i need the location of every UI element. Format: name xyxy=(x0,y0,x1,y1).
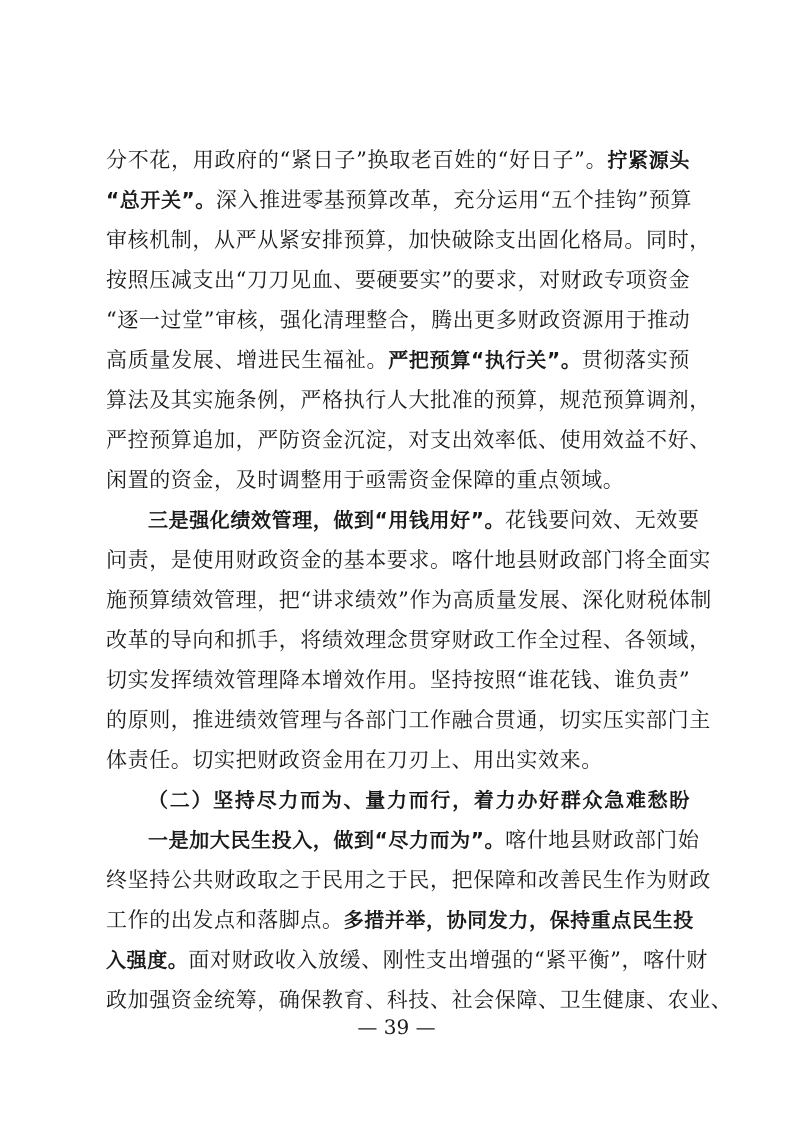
bold-text-run: 三是强化绩效管理，做到“用钱用好”。 xyxy=(148,508,506,532)
bold-text-run: 拧紧源头 xyxy=(607,148,690,172)
bold-text-run: 一是加大民生投入，做到“尽力而为”。 xyxy=(148,828,506,852)
text-run: 分不花，用政府的“紧日子”换取老百姓的“好日子”。 xyxy=(106,148,608,172)
bold-text-run: 多措并举，协同发力，保持重点民生投 xyxy=(343,908,694,932)
section-heading: （二）坚持尽力而为、量力而行，着力办好群众急难愁盼 xyxy=(148,788,690,812)
text-line: 终坚持公共财政取之于民用之于民，把保障和改善民生作为财政 xyxy=(106,868,711,892)
text-line xyxy=(106,900,694,940)
text-line xyxy=(148,820,700,860)
bold-text-run: “总开关”。 xyxy=(106,188,216,212)
text-line: 问责，是使用财政资金的基本要求。喀什地县财政部门将全面实 xyxy=(106,548,711,572)
bold-text-run: 入强度。 xyxy=(106,948,189,972)
text-line: 切实发挥绩效管理降本增效作用。坚持按照“谁花钱、谁负责” xyxy=(106,668,691,692)
text-line: 闲置的资金，及时调整用于亟需资金保障的重点领域。 xyxy=(106,468,625,492)
text-line: 算法及其实施条例，严格执行人大批准的预算，规范预算调剂， xyxy=(106,388,711,412)
text-line xyxy=(106,940,708,980)
text-run: 贯彻落实预 xyxy=(581,348,691,372)
text-line xyxy=(148,500,700,540)
text-run: 面对财政收入放缓、刚性支出增强的“紧平衡”，喀什财 xyxy=(188,948,708,972)
page-number: — 39 — xyxy=(357,1015,436,1039)
text-line: “逐一过堂”审核，强化清理整合，腾出更多财政资源用于推动 xyxy=(106,308,691,332)
text-line: 体责任。切实把财政资金用在刀刃上、用出实效来。 xyxy=(106,748,603,772)
text-run: 深入推进零基预算改革，充分运用“五个挂钩”预算 xyxy=(215,188,693,212)
text-line xyxy=(106,180,693,220)
text-line: 改革的导向和抓手，将绩效理念贯穿财政工作全过程、各领域， xyxy=(106,628,711,652)
text-line: 政加强资金统筹，确保教育、科技、社会保障、卫生健康、农业、 xyxy=(106,988,733,1012)
text-line: 施预算绩效管理，把“讲求绩效”作为高质量发展、深化财税体制 xyxy=(106,588,712,612)
text-line: 按照压减支出“刀刀见血、要硬要实”的要求，对财政专项资金 xyxy=(106,268,691,292)
text-line: 严控预算追加，严防资金沉淀，对支出效率低、使用效益不好、 xyxy=(106,428,711,452)
text-run: 高质量发展、增进民生福祉。 xyxy=(106,348,389,372)
text-run: 花钱要问效、无效要 xyxy=(505,508,700,532)
text-line xyxy=(106,140,690,180)
bold-text-run: 严把预算“执行关”。 xyxy=(388,348,582,372)
text-run: 工作的出发点和落脚点。 xyxy=(106,908,344,932)
text-line: 审核机制，从严从紧安排预算，加快破除支出固化格局。同时， xyxy=(106,228,711,252)
text-run: 喀什地县财政部门始 xyxy=(505,828,700,852)
text-line xyxy=(106,340,690,380)
text-line: 的原则，推进绩效管理与各部门工作融合贯通，切实压实部门主 xyxy=(106,708,711,732)
